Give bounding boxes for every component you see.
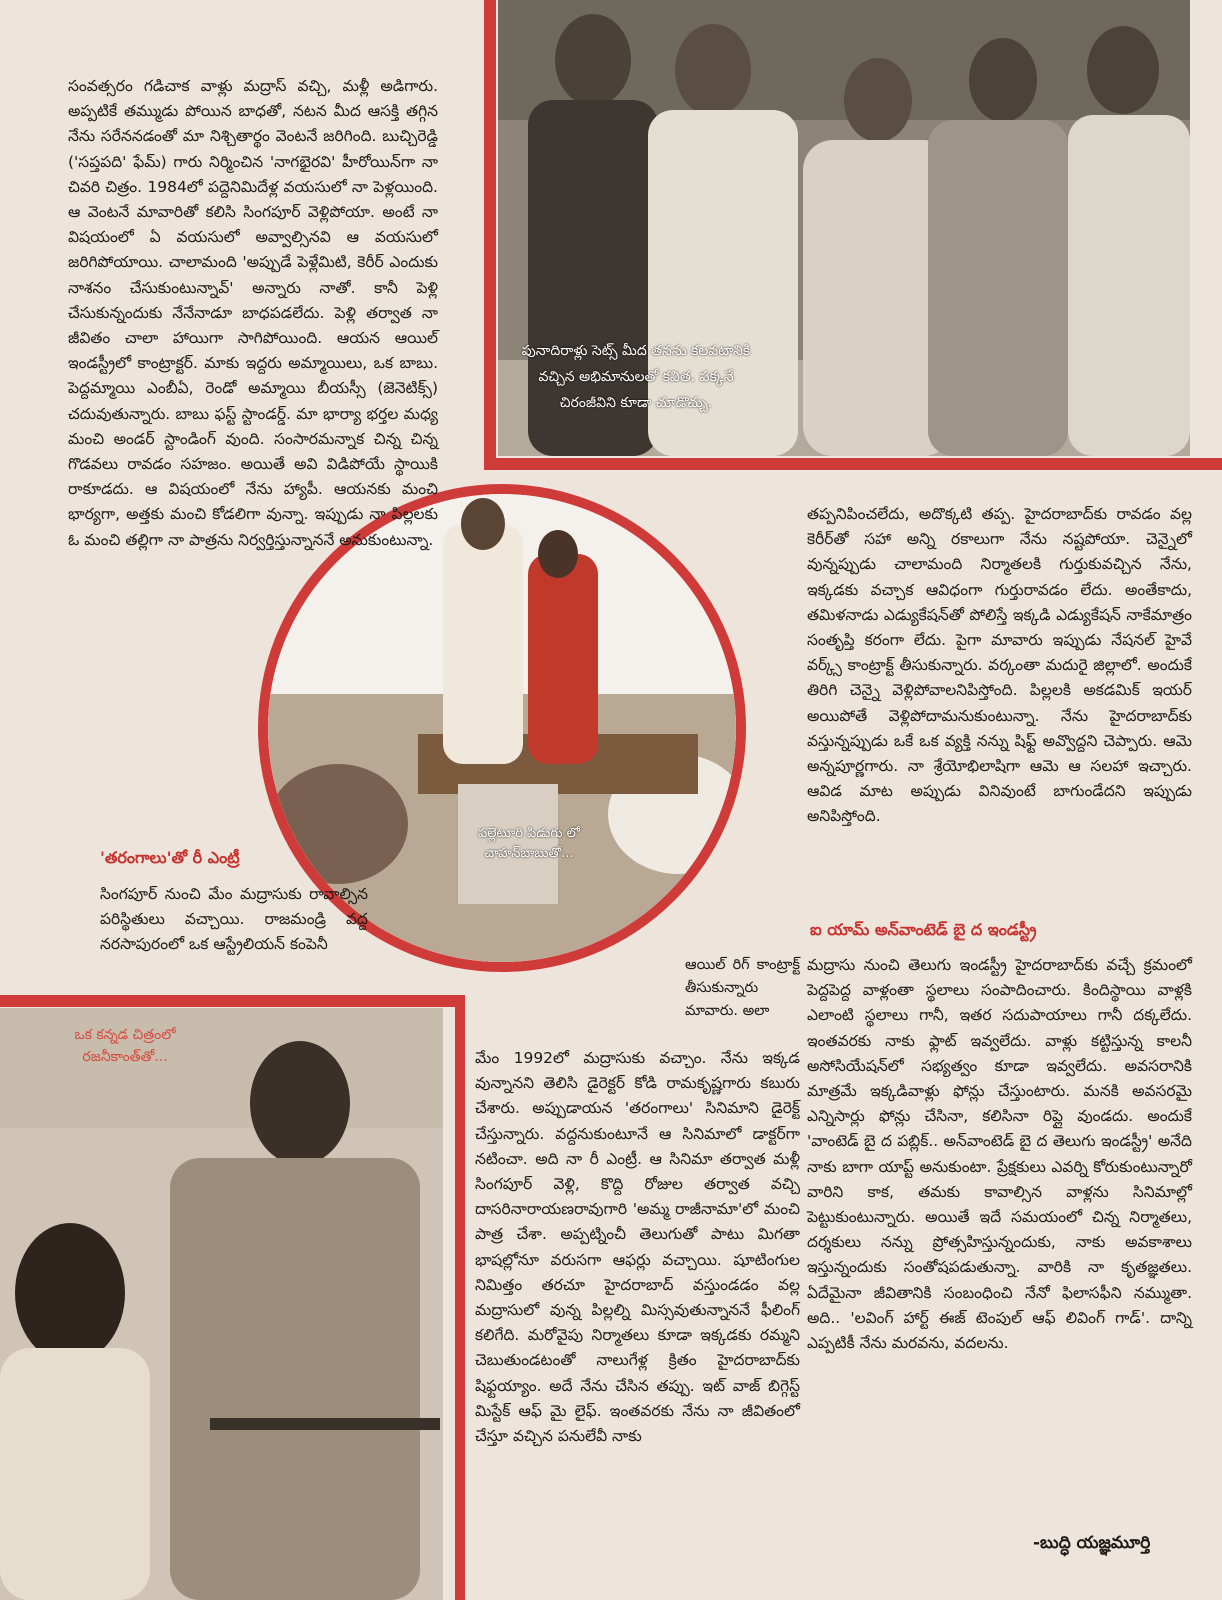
- column-right: [807, 502, 1192, 830]
- red-band-horizontal-top: [484, 458, 1222, 470]
- column-left-paragraph-2: సింగపూర్ నుంచి మేం మద్రాసుకు రావాల్సిన పరిస్థితులు వచ్చాయి. రాజమండ్రి వద్ద నరసాపురంలో ఒక ఆస్ట్రేలియన్ కంపెనీ: [100, 885, 368, 954]
- photo-bottom-caption: ఒక కన్నడ చిత్రంలో రజనీకాంత్‌తో...: [74, 1027, 176, 1065]
- subhead-unwanted: ఐ యామ్ అన్‌వాంటెడ్ బై ద ఇండస్ట్రీ: [810, 920, 1037, 939]
- column-right-paragraph-2: మద్రాసు నుంచి తెలుగు ఇండస్ట్రీ హైదరాబాద్‌కు వచ్చే క్రమంలో పెద్దపెద్ద వాళ్లంతా స్థలాలు సంపాదించారు. కిందిస్థాయి వాళ్లకి ఎలాంటి స్థలాలు గానీ, ఇతర సదుపాయాలు గానీ దక్కలేదు. ఇంతవరకు నాకు ఫ్లాట్ ఇవ్వలేదు. వాళ్లు కట్టిస్తున్న కాలనీ అసోసియేషన్‌లో సభ్యత్వం కూడా ఇవ్వలేదు. అవసరానికి మాత్రమే ఇక్కడివాళ్లు ఫోన్లు చేస్తుంటారు. మనకి అవసరమై ఎన్నిసార్లు ఫోన్లు చేసినా, కలిసినా రిప్లై వుండదు. అందుకే 'వాంటెడ్ బై ద పబ్లిక్.. అన్‌వాంటెడ్ బై ద తెలుగు ఇండస్ట్రీ' అనేది నాకు బాగా యాప్ట్ అనుకుంటా. ప్రేక్షకులు ఎవర్ని కోరుకుంటున్నారో వారిని కాక, తమకు కావాల్సిన వాళ్లను సినిమాల్లో పెట్టుకుంటున్నారు. అయితే ఇదే సమయంలో చిన్న నిర్మాతలు, దర్శకులు నన్ను ప్రోత్సహిస్తున్నందుకు, నాకు అవకాశాలు ఇస్తున్నందుకు సంతోషపడుతున్నా. వారికి నా కృతజ్ఞతలు. ఏదేమైనా జీవితానికి సంబంధించి నేనో ఫిలాసఫీని నమ్ముతా. అది.. 'లవింగ్ హార్ట్ ఈజ్ టెంపుల్ ఆఫ్ లివింగ్ గాడ్'. దాన్ని ఎప్పటికీ నేను మరవను, వదలను.: [807, 956, 1192, 1353]
- column-middle-paragraph: మేం 1992లో మద్రాసుకు వచ్చాం. నేను ఇక్కడ వున్నానని తెలిసి డైరెక్టర్ కోడి రామకృష్ణగారు కబురు చేశారు. అప్పుడాయన 'తరంగాలు' సినిమాని డైరెక్ట్ చేస్తున్నారు. వద్దనుకుంటూనే ఆ సినిమాలో డాక్టర్‌గా నటించా. అది నా రీ ఎంట్రీ. ఆ సినిమా తర్వాత మళ్లీ సింగపూర్ వెళ్లి, కొద్ది రోజుల తర్వాత వచ్చి దాసరినారాయణరావుగారి 'అమ్మ రాజీనామా'లో మంచి పాత్ర చేశా. అప్పట్నించీ తెలుగుతో పాటు మిగతా భాషల్లోనూ వరుసగా ఆఫర్లు వచ్చాయి. షూటింగుల నిమిత్తం తరచూ హైదరాబాద్ వస్తుండడం వల్ల మద్రాసులో వున్న పిల్లల్ని మిస్సవుతున్నాననే ఫీలింగ్ కలిగేది. మరోవైపు నిర్మాతలు కూడా ఇక్కడకు రమ్మని చెబుతుండటంతో నాలుగేళ్ల క్రితం హైదరాబాద్‌కు షిఫ్టయ్యాం. అదే నేను చేసిన తప్పు. ఇట్ వాజ్ బిగ్గెస్ట్ మిస్టేక్ ఆఫ్ మై లైఫ్. ఇంతవరకు నేను నా జీవితంలో చేస్తూ వచ్చిన పనులేవీ నాకు: [475, 1049, 800, 1446]
- photo-circle-caption: పల్లెటూరి పిడుగు లో చాహన్‌బాబుతో...: [478, 826, 580, 861]
- column-right-lower: [807, 953, 1192, 1356]
- column-left-lower: [100, 882, 368, 958]
- subhead-reentry: 'తరంగాలు'తో రీ ఎంట్రీ: [100, 848, 240, 867]
- photo-top-caption: పునాదిరాళ్లు సెట్స్ మీద తనను కలవటానికి వచ్చిన అభిమానులతో కవిత. పక్కనే చిరంజీవిని కూడా చూడొచ్చు.: [521, 343, 751, 411]
- red-band-vertical-top: [484, 0, 496, 470]
- column-left-paragraph: సంవత్సరం గడిచాక వాళ్లు మద్రాస్ వచ్చి, మళ్లీ అడిగారు. అప్పటికే తమ్ముడు పోయిన బాధతో, నటన మీద ఆసక్తి తగ్గిన నేను సరేనన‌డంతో మా నిశ్చితార్థం వెంటనే జరిగింది. బుచ్చిరెడ్డి ('సప్తపది' ఫేమ్) గారు నిర్మించిన 'నాగభైరవి' హీరోయిన్‌గా నా చివరి చిత్రం. 1984లో పద్దెనిమిదేళ్ల వయసులో నా పెళ్లయింది. ఆ వెంటనే మావారితో కలిసి సింగపూర్ వెళ్లిపోయా. అంటే నా విషయంలో ఏ వయసులో అవ్వాల్సినవి ఆ వయసులో జరిగిపోయాయి. చాలామంది 'అప్పుడే పెళ్లేమిటి, కెరీర్ ఎందుకు నాశనం చేసుకుంటున్నావ్' అన్నారు నాతో. కానీ పెళ్లి చేసుకున్నందుకు నేనేనాడూ బాధపడలేదు. పెళ్లి తర్వాత నా జీవితం చాలా హాయిగా సాగిపోయింది. ఆయన ఆయిల్ ఇండస్ట్రీలో కాంట్రాక్టర్. మాకు ఇద్దరు అమ్మాయిలు, ఒక బాబు. పెద్దమ్మాయి ఎంబీఏ, రెండో అమ్మాయి బీయస్సీ (జెనెటిక్స్) చదువుతున్నారు. బాబు ఫస్ట్ స్టాండర్డ్. మా భార్యా భర్తల మధ్య మంచి అండర్ స్టాండింగ్ వుంది. సంసారమన్నాక చిన్న చిన్న గొడవలు రావడం సహజం. అయితే అవి విడిపోయే స్థాయికి రాకూడదు. ఆ విషయంలో నేను హ్యాపీ. ఆయనకు మంచి భార్యగా, అత్తకు మంచి కోడలిగా వున్నా. ఇప్పుడు నా పిల్లలకు ఓ మంచి తల్లిగా నా పాత్రను నిర్వర్తిస్తున్నాననే అనుకుంటున్నా.: [68, 77, 438, 549]
- photo-top-group: [498, 0, 1190, 456]
- author-byline: -బుద్ధి యజ్ఞమూర్తి: [1033, 1533, 1151, 1553]
- photo-bottom: [0, 1008, 443, 1600]
- red-band-vertical-bottom: [455, 995, 465, 1600]
- column-middle-top: [685, 954, 800, 1023]
- column-right-paragraph: తప్పనిపించలేదు, అదొక్కటి తప్ప. హైదరాబాద్‌కు రావడం వల్ల కెరీర్‌తో సహా అన్ని రకాలుగా నేను నష్టపోయా. చెన్నైలో వున్నప్పుడు చాలామంది నిర్మాతలకి గుర్తుకువచ్చిన నేను, ఇక్కడకు వచ్చాక ఆవిధంగా గుర్తురావడం లేదు. అంతేకాదు, తమిళనాడు ఎడ్యుకేషన్‌తో పోలిస్తే ఇక్కడి ఎడ్యుకేషన్ నాకేమాత్రం సంతృప్తి కరంగా లేదు. పైగా మావారు ఇప్పుడు నేషనల్ హైవే వర్క్స్ కాంట్రాక్ట్ తీసుకున్నారు. వర్కంతా మదురై జిల్లాలో. అందుకే తిరిగి చెన్నై వెళ్లిపోవాలనిపిస్తోంది. పిల్లలకి అకడమిక్ ఇయర్ అయిపోతే వెళ్లిపోదామనుకుంటున్నా. నేను హైదరాబాద్‌కు వస్తున్నప్పుడు ఒకే ఒక వ్యక్తి నన్ను షిఫ్ట్ అవ్వొద్దని చెప్పారు. ఆమె అన్నపూర్ణగారు. నా శ్రేయోభిలాషిగా ఆమె ఆ సలహా ఇచ్చారు. ఆవిడ మాట అప్పుడు వినివుంటే బాగుండేదని ఇప్పుడు అనిపిస్తోంది.: [807, 505, 1192, 826]
- photo-bottom-image: [0, 1008, 443, 1600]
- column-left: [68, 74, 438, 553]
- column-middle: [475, 1046, 800, 1449]
- column-middle-paragraph-top: ఆయిల్ రిగ్ కాంట్రాక్ట్ తీసుకున్నారు మావారు. అలా: [685, 957, 800, 1019]
- red-band-horizontal-bottom: [0, 995, 465, 1007]
